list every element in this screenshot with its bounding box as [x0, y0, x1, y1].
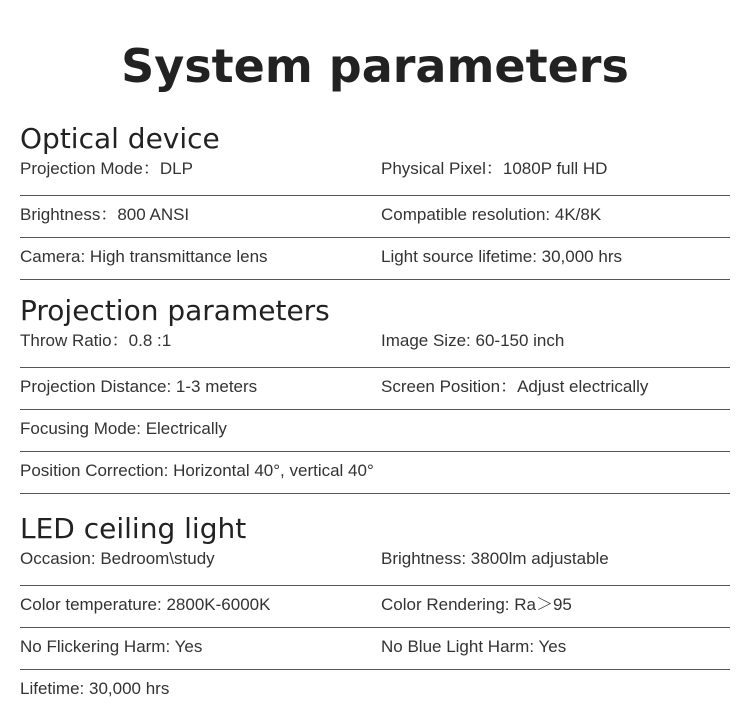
- spec-label: Physical Pixel: [381, 159, 486, 178]
- spec-label: Image Size: [381, 331, 467, 350]
- spec-separator: ：: [500, 377, 518, 396]
- spec-separator: :: [80, 247, 90, 266]
- spec-separator: :: [545, 205, 555, 224]
- spec-label: Light source lifetime: [381, 247, 533, 266]
- spec-value: Yes: [174, 637, 203, 656]
- spec-compatible-resolution: [381, 200, 601, 241]
- spec-value: 30,000 hrs: [541, 247, 622, 266]
- spec-separator: :: [166, 377, 176, 396]
- spec-row: [20, 452, 730, 494]
- spec-row: [20, 329, 730, 368]
- spec-value: High transmittance lens: [89, 247, 268, 266]
- spec-label: Projection Distance: [20, 377, 167, 396]
- spec-physical-pixel: [381, 157, 607, 198]
- spec-value: Electrically: [145, 419, 227, 438]
- spec-separator: ：: [142, 159, 160, 178]
- spec-label: Throw Ratio: [20, 331, 112, 350]
- spec-image-size: [381, 329, 564, 370]
- spec-label: Color temperature: [20, 595, 158, 614]
- spec-row: [20, 238, 730, 280]
- spec-separator: ：: [111, 331, 129, 350]
- spec-row: [20, 410, 730, 452]
- spec-label: Camera: [20, 247, 81, 266]
- spec-row: [20, 586, 730, 628]
- spec-focusing-mode: [20, 414, 227, 455]
- section-title-optical-device: Optical device: [20, 122, 220, 155]
- spec-throw-ratio: [20, 329, 171, 370]
- spec-separator: :: [466, 331, 476, 350]
- spec-value: 1080P full HD: [502, 159, 608, 178]
- spec-separator: :: [529, 637, 539, 656]
- spec-separator: :: [90, 549, 101, 568]
- spec-value: Adjust electrically: [517, 377, 649, 396]
- spec-separator: :: [165, 637, 175, 656]
- spec-row: [20, 670, 730, 712]
- spec-row: [20, 368, 730, 410]
- spec-separator: :: [157, 595, 167, 614]
- spec-value: 2800K-6000K: [166, 595, 271, 614]
- spec-color-temperature: [20, 590, 270, 631]
- spec-occasion: [20, 547, 215, 588]
- spec-value: Horizontal 40°, vertical 40°: [173, 461, 374, 480]
- spec-label: Occasion: [20, 549, 91, 568]
- section-projection-parameters: [20, 293, 730, 494]
- spec-label: Projection Mode: [20, 159, 143, 178]
- spec-separator: :: [461, 549, 471, 568]
- spec-label: Position Correction: [20, 461, 164, 480]
- spec-value: 60-150 inch: [475, 331, 565, 350]
- spec-color-rendering: [381, 590, 572, 631]
- spec-label: Screen Position: [381, 377, 501, 396]
- spec-value: Ra＞95: [514, 595, 572, 614]
- spec-label: No Flickering Harm: [20, 637, 166, 656]
- spec-value: 4K/8K: [554, 205, 602, 224]
- spec-camera: [20, 242, 268, 283]
- spec-value: 3800lm adjustable: [470, 549, 609, 568]
- spec-value: 1-3 meters: [175, 377, 258, 396]
- spec-value: Bedroom\study: [100, 549, 215, 568]
- spec-separator: :: [79, 679, 89, 698]
- section-led-ceiling-light: [20, 511, 730, 712]
- spec-row: [20, 157, 730, 196]
- spec-label: Brightness: [20, 205, 101, 224]
- section-title-projection-parameters: Projection parameters: [20, 294, 330, 327]
- spec-label: No Blue Light Harm: [381, 637, 530, 656]
- spec-light-source-lifetime: [381, 242, 622, 283]
- spec-label: Compatible resolution: [381, 205, 546, 224]
- spec-led-brightness: [381, 547, 609, 588]
- spec-label: Color Rendering: [381, 595, 505, 614]
- spec-separator: :: [504, 595, 515, 614]
- spec-row: [20, 196, 730, 238]
- spec-label: Brightness: [381, 549, 462, 568]
- section-optical-device: [20, 121, 730, 280]
- spec-lifetime: [20, 674, 169, 715]
- spec-no-flickering-harm: [20, 632, 202, 673]
- spec-separator: :: [163, 461, 174, 480]
- spec-value: 0.8 :1: [128, 331, 172, 350]
- spec-projection-distance: [20, 372, 257, 413]
- spec-brightness: [20, 200, 189, 241]
- page-title: System parameters: [121, 39, 629, 93]
- spec-label: Lifetime: [20, 679, 80, 698]
- spec-value: 800 ANSI: [117, 205, 190, 224]
- spec-row: [20, 628, 730, 670]
- spec-separator: ：: [485, 159, 503, 178]
- spec-screen-position: [381, 372, 648, 413]
- spec-no-blue-light-harm: [381, 632, 566, 673]
- spec-value: Yes: [538, 637, 567, 656]
- spec-row: [20, 547, 730, 586]
- spec-value: 30,000 hrs: [88, 679, 170, 698]
- spec-projection-mode: [20, 157, 193, 198]
- spec-separator: :: [136, 419, 146, 438]
- spec-value: DLP: [159, 159, 193, 178]
- spec-position-correction: [20, 456, 374, 497]
- spec-separator: :: [532, 247, 542, 266]
- spec-separator: ：: [100, 205, 118, 224]
- spec-label: Focusing Mode: [20, 419, 137, 438]
- section-title-led-ceiling-light: LED ceiling light: [20, 512, 247, 545]
